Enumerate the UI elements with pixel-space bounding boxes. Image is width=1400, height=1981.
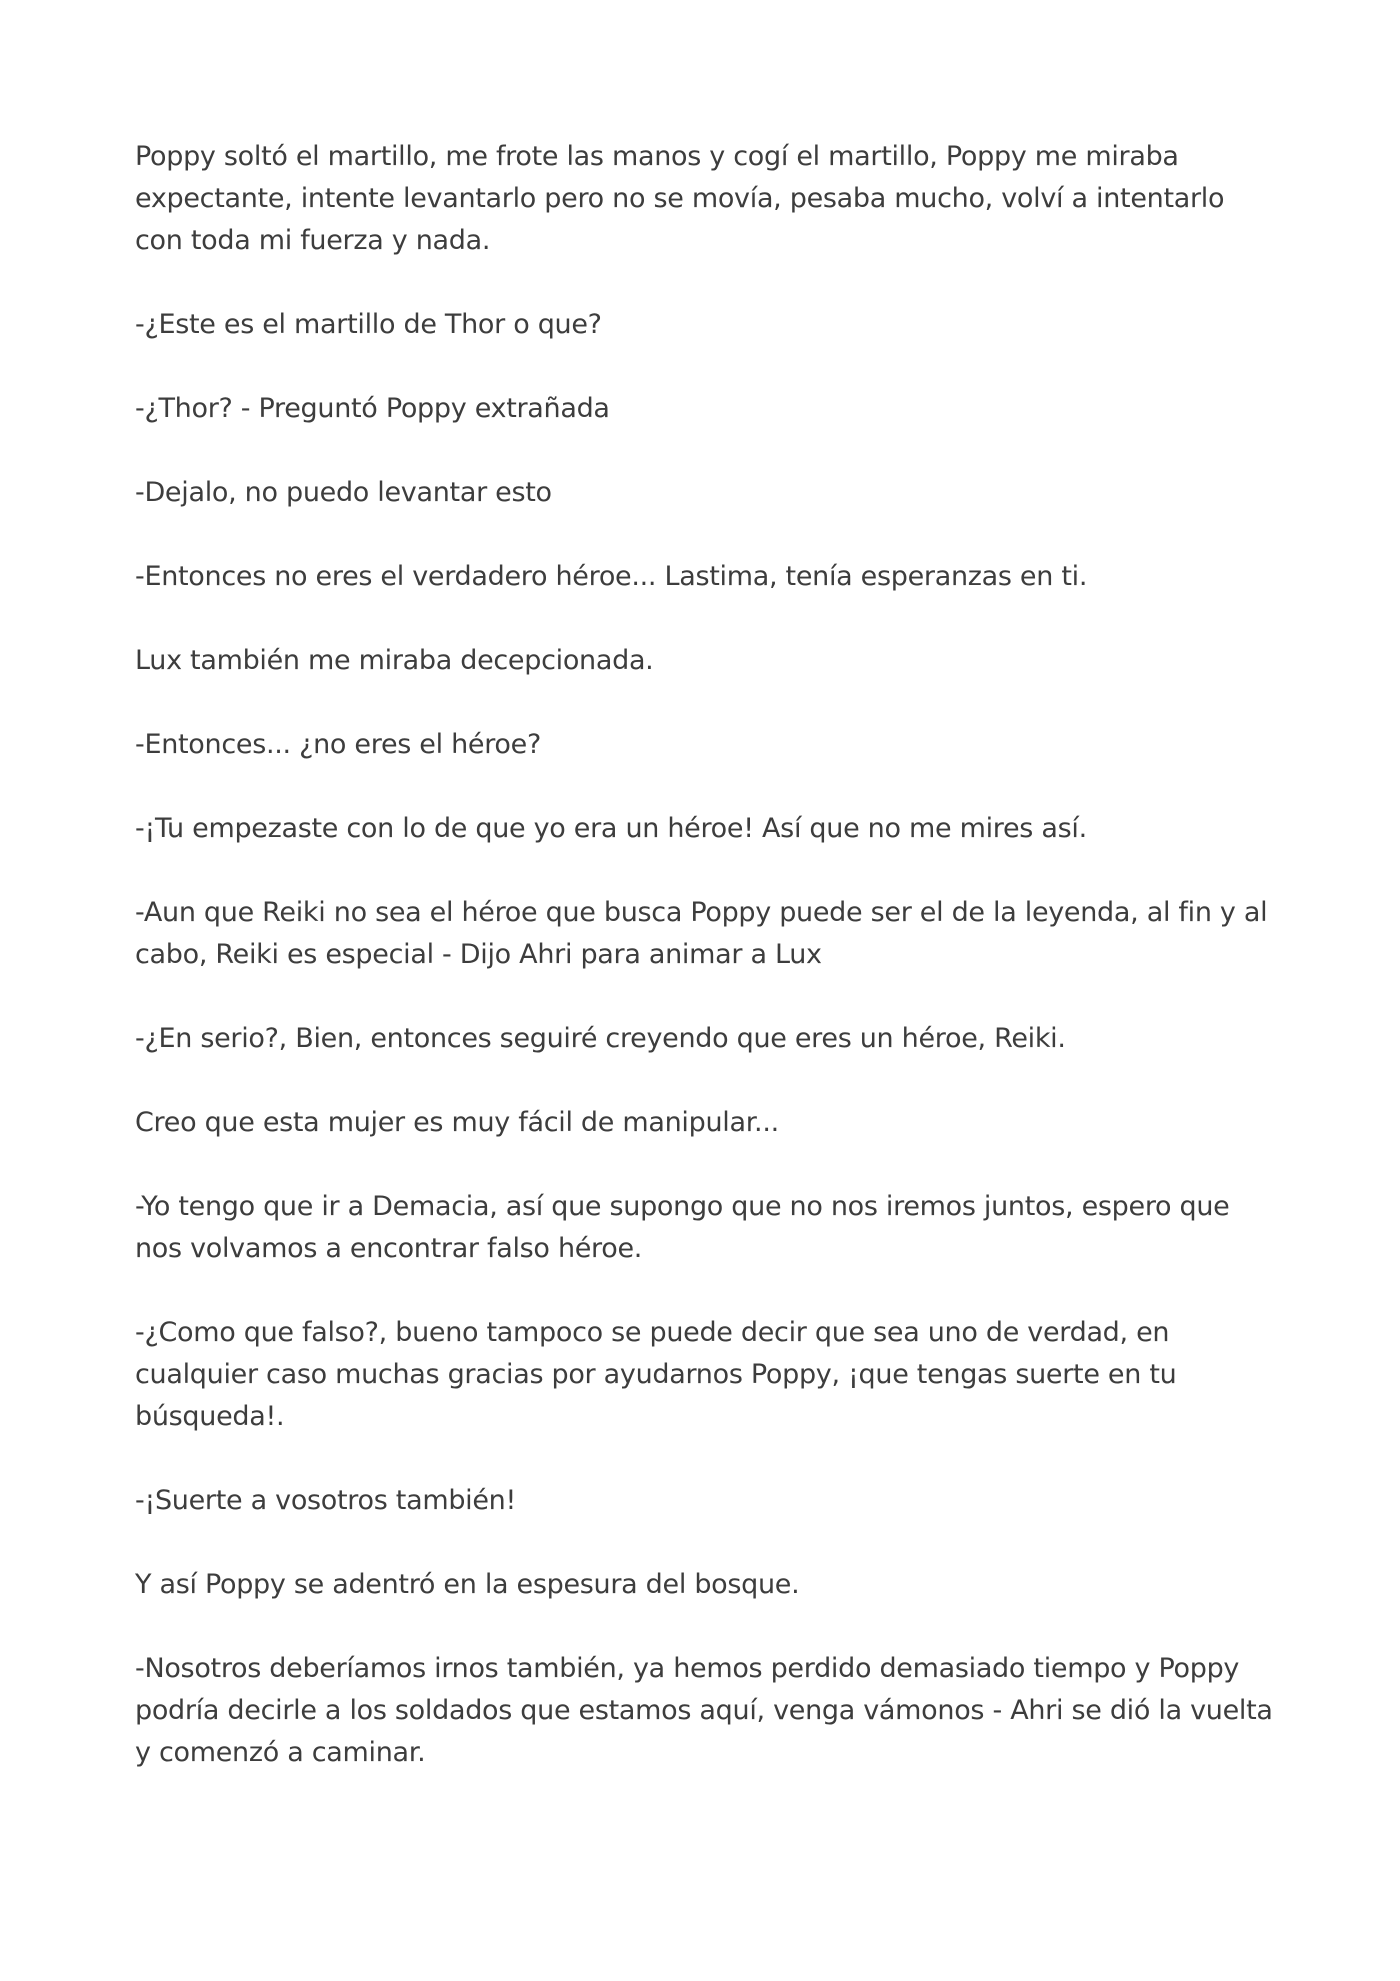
paragraph-13: -¿Como que falso?, bueno tampoco se puede decir que sea uno de verdad, en cualquier caso muchas gracias por ayudarnos Poppy, ¡que tengas suerte en tu búsqueda!. [135,1317,1177,1432]
paragraph-1: Poppy soltó el martillo, me frote las manos y cogí el martillo, Poppy me miraba expectante, intente levantarlo pero no se movía, pesaba mucho, volví a intentarlo con toda mi fuerza y nada. [135,141,1225,256]
paragraph-6: Lux también me miraba decepcionada. [135,645,654,676]
paragraph-7: -Entonces... ¿no eres el héroe? [135,729,541,760]
paragraph-5: -Entonces no eres el verdadero héroe... Lastima, tenía esperanzas en ti. [135,561,1088,592]
paragraph-2: -¿Este es el martillo de Thor o que? [135,309,602,340]
paragraph-14: -¡Suerte a vosotros también! [135,1485,517,1516]
paragraph-16: -Nosotros deberíamos irnos también, ya hemos perdido demasiado tiempo y Poppy podría decirle a los soldados que estamos aquí, venga vámonos - Ahri se dió la vuelta y comenzó a caminar. [135,1653,1273,1768]
paragraph-10: -¿En serio?, Bien, entonces seguiré creyendo que eres un héroe, Reiki. [135,1023,1066,1054]
paragraph-4: -Dejalo, no puedo levantar esto [135,477,552,508]
paragraph-9: -Aun que Reiki no sea el héroe que busca Poppy puede ser el de la leyenda, al fin y al cabo, Reiki es especial - Dijo Ahri para animar a Lux [135,897,1268,970]
paragraph-8: -¡Tu empezaste con lo de que yo era un héroe! Así que no me mires así. [135,813,1087,844]
paragraph-12: -Yo tengo que ir a Demacia, así que supongo que no nos iremos juntos, espero que nos volvamos a encontrar falso héroe. [135,1191,1230,1264]
paragraph-15: Y así Poppy se adentró en la espesura del bosque. [135,1569,800,1600]
text-column [135,136,1275,1816]
paragraph-3: -¿Thor? - Preguntó Poppy extrañada [135,393,610,424]
paragraph-11: Creo que esta mujer es muy fácil de manipular... [135,1107,779,1138]
